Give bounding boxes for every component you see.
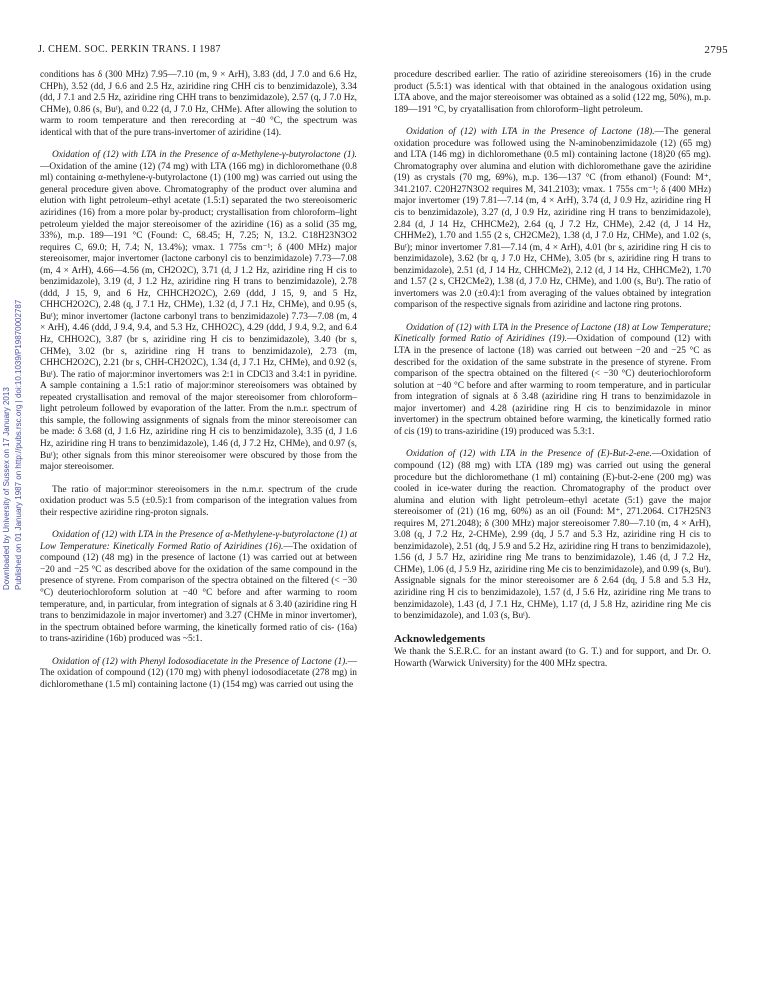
paragraph (394, 127, 711, 312)
paragraph (40, 657, 357, 692)
paragraph: The ratio of major:minor stereoisomers in the n.m.r. spectrum of the crude oxidation product was 5.5 (±0.5):1 from comparison of the integration values from their respective aziridine ring-proton signals. (40, 484, 357, 518)
paragraph (394, 449, 711, 622)
section-heading: Oxidation of (12) with LTA in the Presence of Lactone (18) at Low Temperature; Kinetically formed Ratio of Aziridines (19). (394, 322, 711, 345)
paragraph: conditions has δ (300 MHz) 7.95—7.10 (m, 9 × ArH), 3.83 (dd, J 7.0 and 6.6 Hz, CHPh), 3.52 (dd, J 6.6 and 2.5 Hz, aziridine ring CHH cis to benzimidazole), 3.34 (dd, J 7.1 and 2.5 Hz, aziridine ring CHH trans to benzimidazole), 2.57 (q, J 7.0 Hz, CHMe), 0.86 (s, Buᵗ), and 0.22 (d, J 7.0 Hz, CHMe). After allowing the solution to warm to room temperature and then rerecording at −40 °C, the spectrum was identical with that of the pure trans-invertomer of aziridine (14). (40, 70, 357, 138)
paragraph-body: —The general oxidation procedure was followed using the N-aminobenzimidazole (12) (65 mg) and LTA (146 mg) in dichloromethane (0.5 ml) containing lactone (18)20 (65 mg). Chromatography over alumina and elution with dichloromethane gave the aziridine (19) as crystals (70 mg, 69%), m.p. 136—137 °C (from ethanol) (Found: M⁺, 341.2107. C20H27N3O2 requires M, 341.2103); νmax. 1 755s cm⁻¹; δ (400 MHz) major invertomer (19) 7.81—7.14 (m, 4 × ArH), 3.74 (d, J 0.9 Hz, aziridine ring H cis to benzimidazole), 3.27 (d, J 0.9 Hz, aziridine ring H trans to benzimidazole), 2.84 (d, J 14 Hz, CHHCMe2), 2.64 (q, J 7.2 Hz, CHMe), 2.42 (d, J 14 Hz, CHHMe2), 1.70 and 1.55 (2 s, CH2CMe2), 1.38 (d, J 7.0 Hz, CHMe), and 1.02 (s, Buᵗ); minor invertomer 7.81—7.14 (m, 4 × ArH), 4.01 (br s, aziridine ring H cis to benzimidazole), 3.62 (br q, J 7.0 Hz, CHMe), 3.05 (br s, aziridine ring H trans to benzimidazole), 2.51 (d, J 14 Hz, CHHCMe2), 2.12 (d, J 14 Hz, CHHCMe2), 1.70 and 1.57 (2 s, CH2CMe2), 1.38 (d, J 7.0 Hz, CHMe), and 1.00 (s, Buᵗ). The ratio of invertomers was 2.0 (±0.4):1 from averaging of the values obtained by integration comparison of the respective signals from aziridine and lactone ring protons. (394, 127, 711, 311)
right-column (394, 70, 711, 681)
section-heading: Oxidation of (12) with LTA in the Presence of (E)-But-2-ene. (406, 449, 652, 460)
sidebar-notice (2, 290, 23, 710)
paragraph-body: —Oxidation of compound (12) with LTA in the presence of lactone (18) was carried out between −20 and −25 °C as described for the oxidation of the same substrate in the presence of styrene. From comparison of the spectra obtained on the filtered (< −30 °C) deuteriochloroform solution at −40 °C before and after warming to room temperature, and in particular from integration of signals at δ 3.48 (aziridine ring H trans to benzimidazole in major invertomer) and 4.28 (aziridine ring H cis to benzimidazole in minor invertomer) in the spectrum obtained before warming, the kinetically formed ratio of cis (19) to trans-aziridine (19) produced was 5.3:1. (394, 334, 711, 437)
section-heading: Oxidation of (12) with LTA in the Presence of Lactone (18). (406, 127, 655, 138)
acknowledgements-text: We thank the S.E.R.C. for an instant award (to G. T.) and for support, and Dr. O. Howarth (Warwick University) for the 400 MHz spectra. (394, 647, 711, 669)
left-column (40, 70, 357, 702)
downloaded-notice: Downloaded by University of Sussex on 17 January 2013 (2, 387, 11, 590)
paragraph: procedure described earlier. The ratio of aziridine stereoisomers (16) in the crude product (5.5:1) was identical with that obtained in the analogous oxidation using LTA above, and the major stereoisomer was obtained as a solid (122 mg, 50%), m.p. 189—191 °C, by cryatallisation from chloroform–light petroleum. (394, 70, 711, 115)
paragraph (40, 530, 357, 645)
page-number: 2795 (704, 44, 728, 56)
paragraph-body: —Oxidation of compound (12) (88 mg) with LTA (189 mg) was carried out using the general procedure but the dichloromethane (1 ml) containing (E)-but-2-ene (200 mg) was cooled in ice-water during the reaction. Chromatography of the product over alumina and elution with light petroleum–ethyl acetate (5:1) gave the major stereoisomer of (21) (16 mg, 60%) as an oil (Found: M⁺, 271.2064. C17H25N3 requires M, 271.2048); δ (300 MHz) major stereoisomer 7.80—7.10 (m, 4 × ArH), 3.08 (q, J 7.2 Hz, 2-CHMe), 2.99 (dq, J 5.7 and 5.3 Hz, aziridine ring H cis to benzimidazole), 2.51 (dq, J 5.9 and 5.2 Hz, aziridine ring H trans to benzimidazole), 1.56 (d, J 5.7 Hz, aziridine ring Me trans to benzimidazole), 1.46 (d, J 7.2 Hz, CHMe), 1.06 (d, J 5.9 Hz, aziridine ring Me cis to benzimidazole), and 0.99 (s, Buᵗ). Assignable signals for the minor stereoisomer are δ 2.64 (dq, J 5.8 and 5.3 Hz, aziridine ring H cis to benzimidazole), 1.57 (d, J 5.6 Hz, aziridine ring Me trans to benzimidazole), 1.43 (d, J 7.1 Hz, CHMe), 1.17 (d, J 5.8 Hz, aziridine ring Me cis to benzimidazole), and 1.03 (s, Buᵗ). (394, 449, 711, 622)
paragraph (394, 323, 711, 438)
paragraph (40, 150, 357, 473)
acknowledgements-heading: Acknowledgements (394, 632, 486, 645)
section-heading: Oxidation of (12) with Phenyl Iodosodiacetate in the Presence of Lactone (1). (52, 656, 348, 667)
running-header (38, 44, 728, 60)
published-notice: Published on 01 January 1987 on http://pubs.rsc.org | doi:10.1039/P19870002787 (14, 299, 23, 590)
section-heading: Oxidation of (12) with LTA in the Presence of α-Methylene-γ-butyrolactone (1). (52, 150, 357, 161)
paragraph-body: —The oxidation of compound (12) (170 mg) with phenyl iodosodiacetate (278 mg) in dichloromethane (1.5 ml) containing lactone (1) (154 mg) was carried out using the (40, 656, 357, 690)
section-heading: Oxidation of (12) with LTA in the Presence of α-Methylene-γ-butyrolactone (1) at Low Temperature: Kinetically Formed Ratio of Aziridines (16). (40, 530, 357, 552)
journal-title: J. CHEM. SOC. PERKIN TRANS. I 1987 (38, 44, 221, 55)
paragraph-body: —The oxidation of compound (12) (48 mg) in the presence of lactone (1) was carried out at between −20 and −25 °C as described above for the oxidation of the same compound in the presence of styrene. From comparison of the spectra obtained on the filtered (< −30 °C) deuteriochloroform solution at −40 °C before and after warming to room temperature, and, in particular, from integration of signals at δ 3.40 (aziridine ring H trans to benzimidazole in major invertomer) and 3.27 (CHMe in minor invertomer), in the spectrum obtained before warming, the kinetically formed ratio of cis- (16a) to trans-aziridine (16b) produced was ~5:1. (40, 541, 357, 645)
paragraph-body: —Oxidation of the amine (12) (74 mg) with LTA (166 mg) in dichloromethane (0.8 ml) containing α-methylene-γ-butyrolactone (1) (100 mg) was carried out using the general procedure given above. Chromatography of the product over alumina and elution with light petroleum–ethyl acetate (1.5:1) separated the two stereoisomeric aziridines (16) from a more polar by-product; crystallisation from chloroform–light petroleum yielded the major stereoisomer of the aziridine (16) as a solid (35 mg, 33%), m.p. 189—191 °C (Found: C, 68.45; H, 7.25; N, 13.2. C18H23N3O2 requires C, 69.0; H, 7.4; N, 13.4%); νmax. 1 775s cm⁻¹; δ (400 MHz) major stereoisomer, major invertomer (lactone carbonyl cis to benzimidazole) 7.73—7.08 (m, 4 × ArH), 4.66—4.56 (m, CH2O2C), 3.71 (d, J 1.2 Hz, aziridine ring H cis to benzimidazole), 3.19 (d, J 1.2 Hz, aziridine ring H trans to benzimidazole), 2.78 (ddd, J 15, 9, and 6 Hz, CHHCH2O2C), 2.69 (ddd, J 15, 9, and 5 Hz, CHHCH2O2C), 2.48 (q, J 7.1 Hz, CHMe), 1.32 (d, J 7.1 Hz, CHMe), and 0.95 (s, Buᵗ); minor invertomer (lactone carbonyl trans to benzimidazole) 7.73—7.08 (m, 4 × ArH), 4.46 (ddd, J 9.4, 9.4, and 5.3 Hz, CHHO2C), 4.29 (ddd, J 9.4, 9.2, and 6.4 Hz, CHHO2C), 3.87 (br s, aziridine ring H cis to benzimidazole), 3.40 (br s, CHMe), 3.02 (br s, aziridine ring H trans to benzimidazole), 2.73 (m, CHHCH2O2C), 2.21 (br s, CHH-CH2O2C), 1.34 (d, J 7.1 Hz, CHMe), and 0.92 (s, Buᵗ). The ratio of major:minor invertomers was 2:1 in CDCl3 and 3.4:1 in pyridine. A sample containing a 1.5:1 ratio of major:minor stereoisomers was obtained by repeated crystallisation and removal of the major stereoisomer from chloroform–light petroleum followed by evaporation of the latter. From the n.m.r. spectrum of this sample, the following assignments of signals from the minor stereoisomer can be made: δ 3.68 (d, J 1.6 Hz, aziridine ring H cis to benzimidazole), 3.35 (d, J 1.6 Hz, aziridine ring H trans to benzimidazole), 1.46 (d, J 7.2 Hz, CHMe), and 0.97 (s, Buᵗ); other signals from this minor stereoisomer were obscured by those from the major stereoisomer. (40, 161, 357, 473)
